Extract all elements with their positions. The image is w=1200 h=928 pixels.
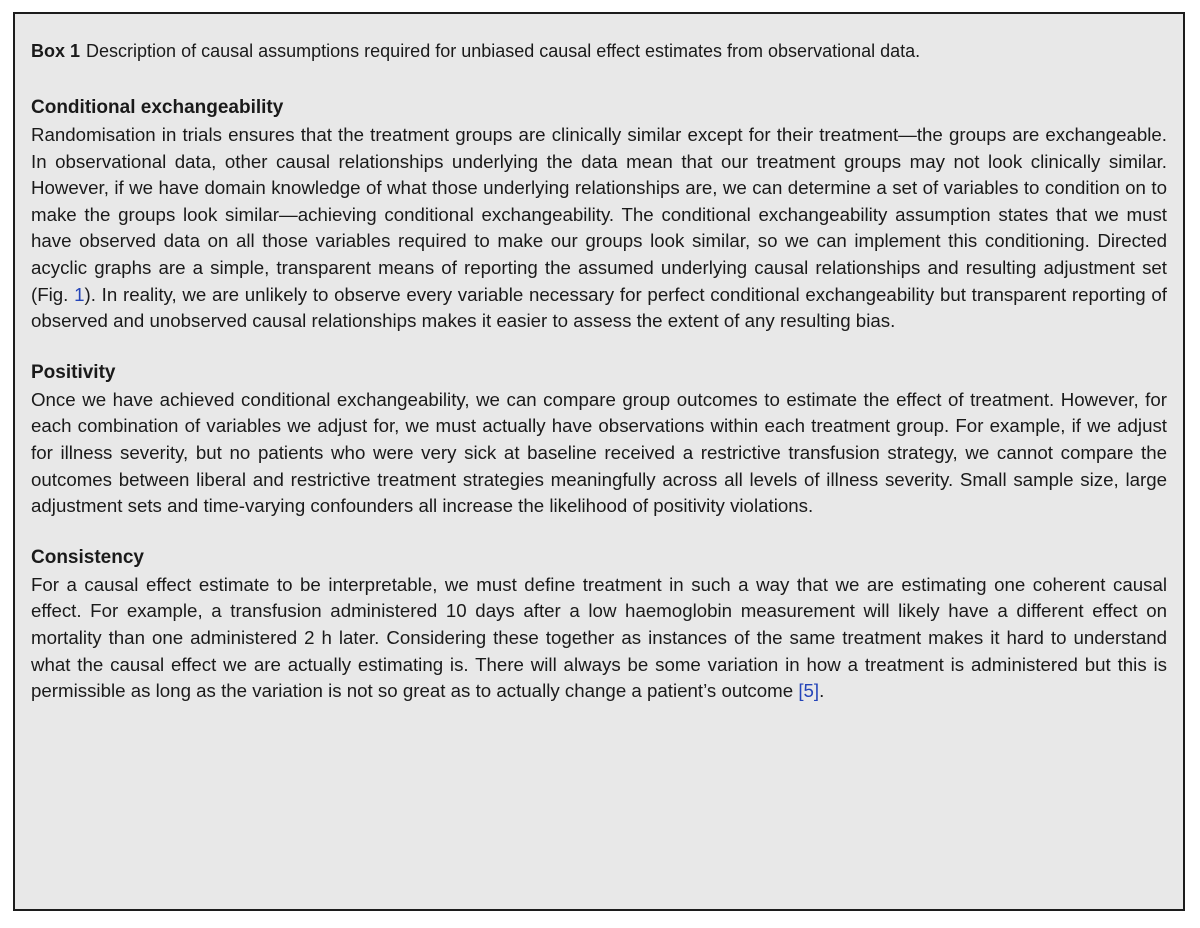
section-paragraph bbox=[31, 572, 1167, 705]
paragraph-text-end: . bbox=[819, 680, 825, 702]
section-heading: Consistency bbox=[31, 546, 144, 568]
paragraph-text: For a causal effect estimate to be interpretable, we must define treatment in such a way that we are estimating one coherent causal effect. For example, a transfusion administered 10 days after a low haemoglobin measurement will likely have a different effect on mortality than one administered 2 h later. Considering these together as instances of the same treatment makes it hard to understand what the causal effect we are actually estimating is. There will always be some variation in how a treatment is administered but this is permissible as long as the variation is not so great as to actually change a patient’s outcome bbox=[31, 573, 1167, 702]
box-1-panel bbox=[13, 12, 1185, 911]
paragraph-text: Once we have achieved conditional exchangeability, we can compare group outcomes to estimate the effect of treatment. However, for each combination of variables we adjust for, we must actually have observations within each treatment group. For example, if we adjust for illness severity, but no patients who were very sick at baseline received a restrictive transfusion strategy, we cannot compare the outcomes between liberal and restrictive treatment strategies meaningfully across all levels of illness severity. Small sample size, large adjustment sets and time-varying confounders all increase the likelihood of positivity violations. bbox=[31, 388, 1167, 517]
section-heading: Positivity bbox=[31, 361, 116, 383]
section-positivity bbox=[31, 361, 1167, 520]
box-caption bbox=[31, 38, 1167, 64]
section-heading: Conditional exchangeability bbox=[31, 97, 284, 118]
box-caption-text: Description of causal assumptions required for unbiased causal effect estimates from observational data. bbox=[86, 41, 921, 61]
section-consistency bbox=[31, 546, 1167, 705]
paragraph-text: Randomisation in trials ensures that the treatment groups are clinically similar except for their treatment—the groups are exchangeable. In observational data, other causal relationships underlying the data mean that our treatment groups may not look clinically similar. However, if we have domain knowledge of what those underlying relationships are, we can determine a set of variables to condition on to make the groups look similar—achieving conditional exchangeability. The conditional exchangeability assumption states that we must have observed data on all those variables required to make our groups look similar, so we can implement this conditioning. Directed acyclic graphs are a simple, transparent means of reporting the assumed underlying causal relationships and resulting adjustment set (Fig. bbox=[31, 124, 1167, 305]
section-conditional-exchangeability bbox=[31, 96, 1167, 335]
box-label: Box 1 bbox=[31, 41, 81, 61]
reference-5-link[interactable]: [5] bbox=[798, 680, 820, 702]
figure-1-link[interactable]: 1 bbox=[74, 283, 85, 305]
section-paragraph bbox=[31, 387, 1167, 520]
section-paragraph bbox=[31, 122, 1167, 335]
paragraph-text-end: ). In reality, we are unlikely to observe every variable necessary for perfect conditional exchangeability but transparent reporting of observed and unobserved causal relationships makes it easier to assess the extent of any resulting bias. bbox=[31, 283, 1167, 332]
